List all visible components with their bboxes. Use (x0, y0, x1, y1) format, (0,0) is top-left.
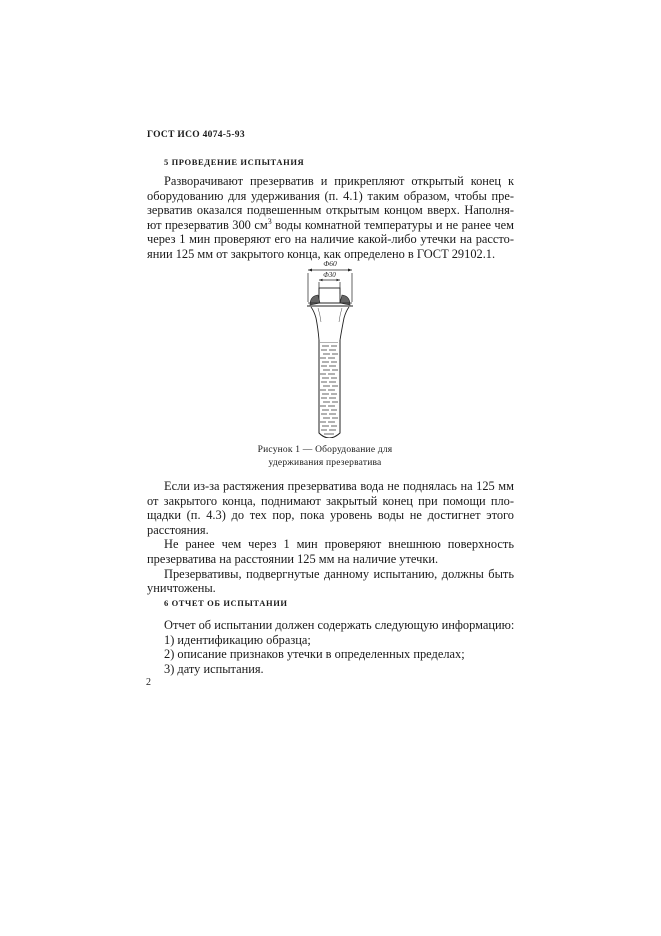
caption-line-2: удерживания презерватива (268, 458, 382, 468)
caption-line-1: Рисунок 1 — Оборудование для (257, 445, 393, 455)
para1-line5: через 1 мин проверяют его на наличие какой-либо утечки на рассто- (147, 232, 514, 247)
para3-line1: Не ранее чем через 1 мин проверяют внешнюю поверхность (164, 537, 514, 552)
para3-line2: презерватива на расстоянии 125 мм на наличие утечки. (147, 551, 439, 566)
superscript-3: 3 (267, 216, 272, 226)
para1-line4-end: воды комнатной температуры и не ранее чем (271, 217, 514, 232)
para2-line4: расстояния. (147, 522, 209, 537)
para4-line1: Презервативы, подвергнутые данному испытанию, должны быть (164, 566, 514, 581)
para1-line3: зерватив оказался подвешенным открытым концом вверх. Наполня- (147, 203, 514, 218)
section-6-body (147, 618, 527, 676)
report-item-3: 3) дату испытания. (164, 661, 264, 676)
document-header: ГОСТ ИСО 4074-5-93 (147, 130, 245, 140)
page-number: 2 (146, 677, 151, 688)
para2-line1: Если из-за растяжения презерватива вода не поднялась на 125 мм (164, 479, 514, 493)
para1-line2: оборудованию для удерживания (п. 4.1) таким образом, чтобы пре- (147, 188, 514, 203)
condom-neck-left (311, 307, 319, 340)
condom-body (319, 340, 340, 438)
report-item-2: 2) описание признаков утечки в определенных пределах; (164, 647, 465, 662)
rolled-rim-right (340, 295, 350, 305)
section-6-title: 6 ОТЧЕТ ОБ ИСПЫТАНИИ (164, 598, 288, 608)
para2-line2: от закрытого конца, поднимают закрытый конец при помощи пло- (147, 493, 514, 508)
figure-caption (240, 444, 410, 470)
condom-neck-right (340, 307, 349, 340)
dim-inner-label: Ф30 (323, 271, 336, 279)
dimension-outer (308, 259, 352, 302)
dim-outer-label: Ф60 (323, 259, 337, 268)
section-5-title: 5 ПРОВЕДЕНИЕ ИСПЫТАНИЯ (164, 157, 305, 167)
dimension-inner (319, 271, 340, 294)
holder-apparatus-figure (296, 256, 366, 438)
water-fill (320, 342, 338, 434)
para4-line2: уничтожены. (147, 581, 216, 596)
section-5-continuation (147, 479, 514, 596)
rolled-rim-left (310, 295, 320, 305)
section-5-paragraph-1 (147, 174, 514, 262)
report-intro: Отчет об испытании должен содержать следующую информацию: (164, 618, 515, 632)
para2-line3: щадки (п. 4.3) до тех пор, пока уровень воды не достигнет этого (147, 508, 514, 523)
para1-line1: Разворачивают презерватив и прикрепляют открытый конец к (164, 174, 514, 188)
report-item-1: 1) идентификацию образца; (164, 632, 311, 647)
para1-line6: янии 125 мм от закрытого конца, как определено в ГОСТ 29102.1. (147, 246, 496, 261)
holder-tube (319, 288, 340, 303)
para1-line4 (147, 218, 514, 233)
para1-line4-start: ют презерватив 300 см (147, 217, 268, 232)
